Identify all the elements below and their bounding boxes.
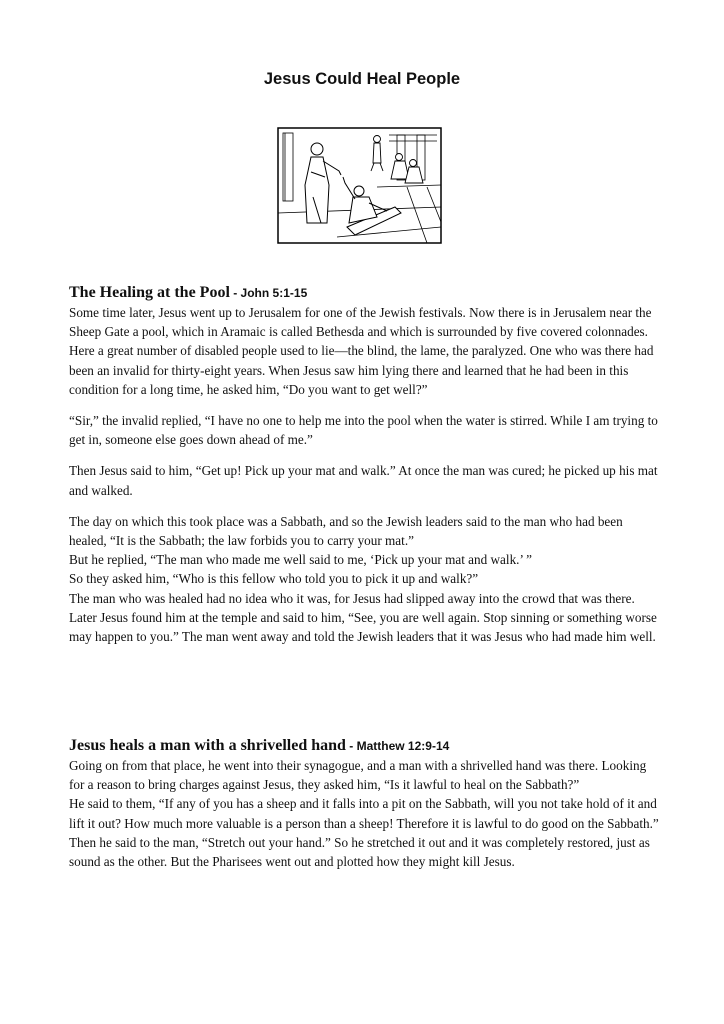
healing-illustration [277,127,442,244]
paragraph: “Sir,” the invalid replied, “I have no one to help me into the pool when the water is stirred. While I am trying to get in, someone else goes down ahead of me.” [69,413,658,448]
section-heading [69,284,659,302]
paragraph: Later Jesus found him at the temple and said to him, “See, you are well again. Stop sinning or something worse may happen to you.” The man went away and told the Jewish leaders that it was Jesus who had made him well. [69,609,657,645]
paragraph: Then Jesus said to him, “Get up! Pick up your mat and walk.” At once the man was cured; he picked up his mat and walked. [69,463,658,498]
paragraph: He said to them, “If any of you has a sheep and it falls into a pit on the Sabbath, will you not take hold of it and lift it out? How much more valuable is a person than a sheep! Therefore it is lawful to do good on the Sabbath.” [69,796,659,831]
section-healing-at-pool [69,284,659,646]
paragraph: So they asked him, “Who is this fellow who told you to pick it up and walk?” [69,571,479,587]
paragraph: But he replied, “The man who made me well said to me, ‘Pick up your mat and walk.’ ” [69,552,533,568]
section-shrivelled-hand [69,737,659,871]
section-heading [69,737,659,755]
paragraph: Going on from that place, he went into their synagogue, and a man with a shrivelled hand was there. Looking for a reason to bring charges against Jesus, they asked him, “Is it lawful to heal on the Sabbath?” [69,758,647,793]
paragraph: The man who was healed had no idea who it was, for Jesus had slipped away into the crowd that was there. [69,590,635,606]
paragraph: Then he said to the man, “Stretch out your hand.” So he stretched it out and it was completely restored, just as sound as the other. But the Pharisees went out and plotted how they might kill Jesus. [69,834,650,870]
scripture-reference: - John 5:1-15 [229,286,308,300]
section-heading-text: Jesus heals a man with a shrivelled hand [69,737,346,754]
paragraph: Some time later, Jesus went up to Jerusalem for one of the Jewish festivals. Now there is in Jerusalem near the Sheep Gate a pool, which in Aramaic is called Bethesda and which is surrounded by five covered colonnades. Here a great number of disabled people used to lie—the blind, the lame, the paralyzed. One who was there had been an invalid for thirty-eight years. When Jesus saw him lying there and learned that he had been in this condition for a long time, he asked him, “Do you want to get well?” [69,305,654,397]
paragraph: The day on which this took place was a Sabbath, and so the Jewish leaders said to the man who had been healed, “It is the Sabbath; the law forbids you to carry your mat.” [69,513,623,549]
scripture-reference: - Matthew 12:9-14 [345,739,450,753]
section-heading-text: The Healing at the Pool [69,284,230,301]
page-title: Jesus Could Heal People [263,70,461,88]
